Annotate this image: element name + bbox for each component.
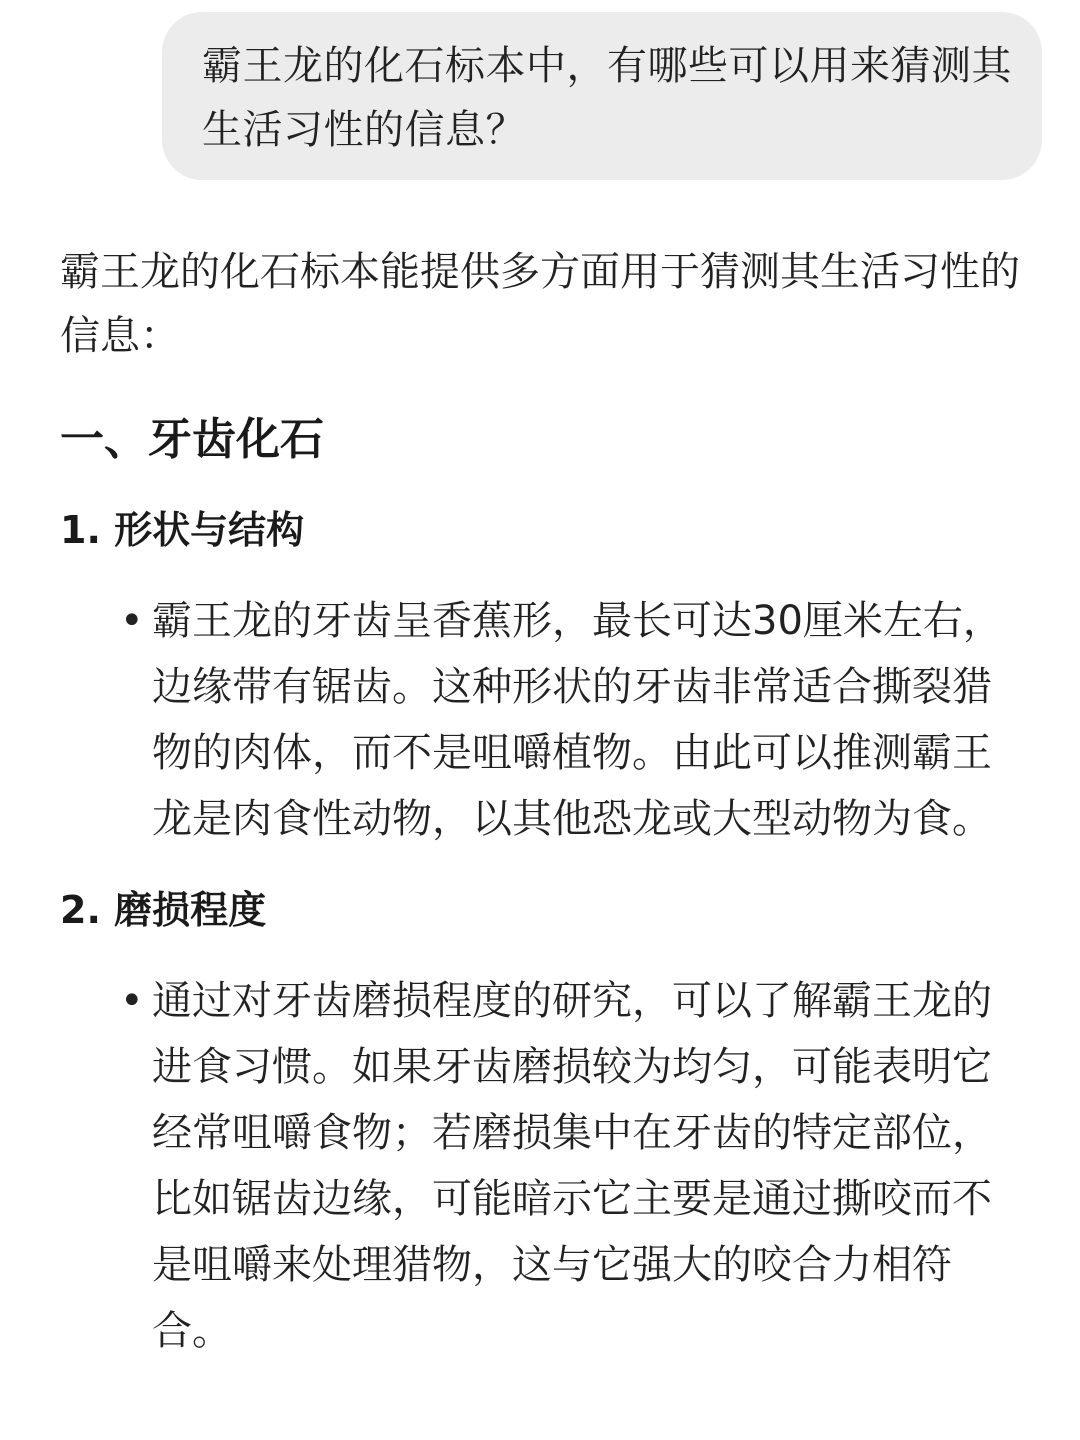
bullet-icon: • [120,598,144,644]
bullet-item-shape-structure [60,588,1030,852]
subheading-shape-structure: 1. 形状与结构 [60,508,305,552]
bullet-text-wear-degree: 通过对牙齿磨损程度的研究，可以了解霸王龙的进食习惯。如果牙齿磨损较为均匀，可能表明它经常咀嚼食物；若磨损集中在牙齿的特定部位，比如锯齿边缘，可能暗示它主要是通过撕咬而不是咀嚼来处理猎物，这与它强大的咬合力相符合。 [152,978,992,1354]
bullet-text-shape-structure: 霸王龙的牙齿呈香蕉形，最长可达30厘米左右，边缘带有锯齿。这种形状的牙齿非常适合撕裂猎物的肉体，而不是咀嚼植物。由此可以推测霸王龙是肉食性动物，以其他恐龙或大型动物为食。 [152,598,1003,842]
bullet-icon: • [120,978,144,1024]
bullet-item-wear-degree [60,968,1030,1364]
assistant-response [60,240,1030,1364]
subheading-wear-degree: 2. 磨损程度 [60,888,267,932]
response-intro: 霸王龙的化石标本能提供多方面用于猜测其生活习性的信息： [60,249,1020,359]
user-message-text: 霸王龙的化石标本中，有哪些可以用来猜测其生活习性的信息？ [202,43,1012,153]
user-message-bubble [162,12,1042,180]
section-heading-teeth-fossil: 一、牙齿化石 [60,414,324,465]
